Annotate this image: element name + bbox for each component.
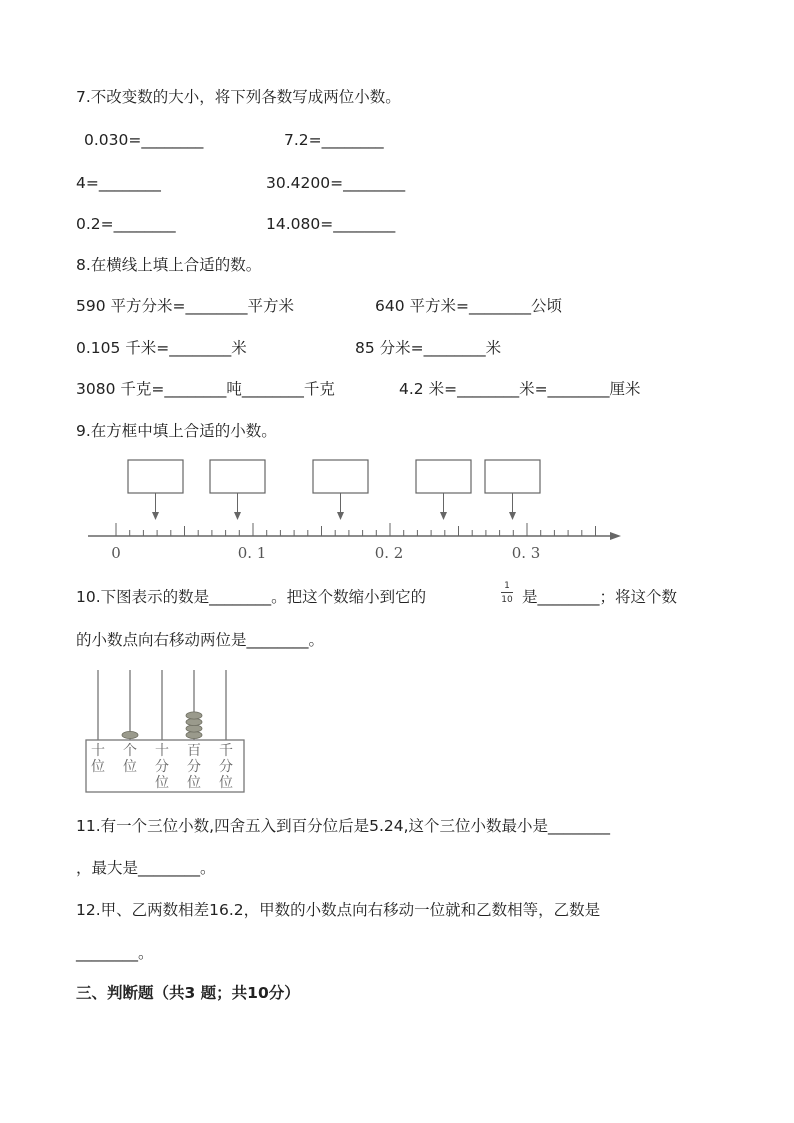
q7-item-3[interactable]: 4=________ (76, 174, 161, 192)
answer-box-4[interactable] (416, 460, 471, 493)
abacus-label-4: 百分位 (187, 743, 201, 791)
abacus-bead (186, 712, 202, 719)
axis-label-0.3: 0. 3 (511, 544, 541, 562)
q11-line2[interactable]: ，最大是________。 (76, 859, 216, 877)
abacus-figure (80, 664, 260, 796)
q12-line1: 12.甲、乙两数相差16.2，甲数的小数点向右移动一位就和乙数相等，乙数是 (76, 901, 601, 919)
answer-box-2[interactable] (210, 460, 265, 493)
fraction-denominator: 10 (501, 595, 513, 605)
section-3-heading: 三、判断题（共3 题；共10分） (76, 984, 300, 1002)
abacus-label-5: 千分位 (219, 743, 233, 791)
axis-arrow-icon (610, 532, 621, 540)
q7-item-6[interactable]: 14.080=________ (266, 215, 396, 233)
number-line-figure (0, 450, 794, 570)
arrowhead-4 (440, 512, 447, 520)
axis-label-0.2: 0. 2 (374, 544, 404, 562)
q11-line1[interactable]: 11.有一个三位小数,四舍五入到百分位后是5.24,这个三位小数最小是________ (76, 817, 611, 835)
q10-line1-part2[interactable]: 是________；将这个数 (522, 588, 678, 606)
q10-line1-part1[interactable]: 10.下图表示的数是________。把这个数缩小到它的 (76, 588, 427, 606)
q9-title: 9.在方框中填上合适的小数。 (76, 422, 277, 440)
fraction-numerator: 1 (504, 581, 510, 591)
arrowhead-1 (152, 512, 159, 520)
q8-item-3[interactable]: 0.105 千米=________米 (76, 339, 247, 357)
arrowhead-5 (509, 512, 516, 520)
q7-title: 7.不改变数的大小，将下列各数写成两位小数。 (76, 88, 401, 106)
arrowhead-2 (234, 512, 241, 520)
abacus-label-3: 十分位 (155, 743, 169, 791)
q8-item-5[interactable]: 3080 千克=________吨________千克 (76, 380, 335, 398)
q8-item-4[interactable]: 85 分米=________米 (355, 339, 502, 357)
axis-label-0.1: 0. 1 (237, 544, 267, 562)
fraction-bar (501, 592, 513, 593)
abacus-bead (122, 731, 138, 738)
q8-item-2[interactable]: 640 平方米=________公顷 (375, 297, 562, 315)
q10-line2[interactable]: 的小数点向右移动两位是________。 (76, 631, 325, 649)
q8-title: 8.在横线上填上合适的数。 (76, 256, 262, 274)
abacus-label-1: 十位 (91, 743, 105, 775)
q12-line2[interactable]: ________。 (76, 944, 154, 962)
arrowhead-3 (337, 512, 344, 520)
q8-item-1[interactable]: 590 平方分米=________平方米 (76, 297, 294, 315)
answer-box-5[interactable] (485, 460, 540, 493)
answer-box-1[interactable] (128, 460, 183, 493)
answer-box-3[interactable] (313, 460, 368, 493)
q8-item-6[interactable]: 4.2 米=________米=________厘米 (399, 380, 641, 398)
axis-label-0: 0 (111, 544, 121, 562)
abacus-label-2: 个位 (123, 743, 137, 775)
q7-item-2[interactable]: 7.2=________ (284, 131, 384, 149)
q7-item-4[interactable]: 30.4200=________ (266, 174, 406, 192)
q7-item-1[interactable]: 0.030=________ (84, 131, 204, 149)
q7-item-5[interactable]: 0.2=________ (76, 215, 176, 233)
